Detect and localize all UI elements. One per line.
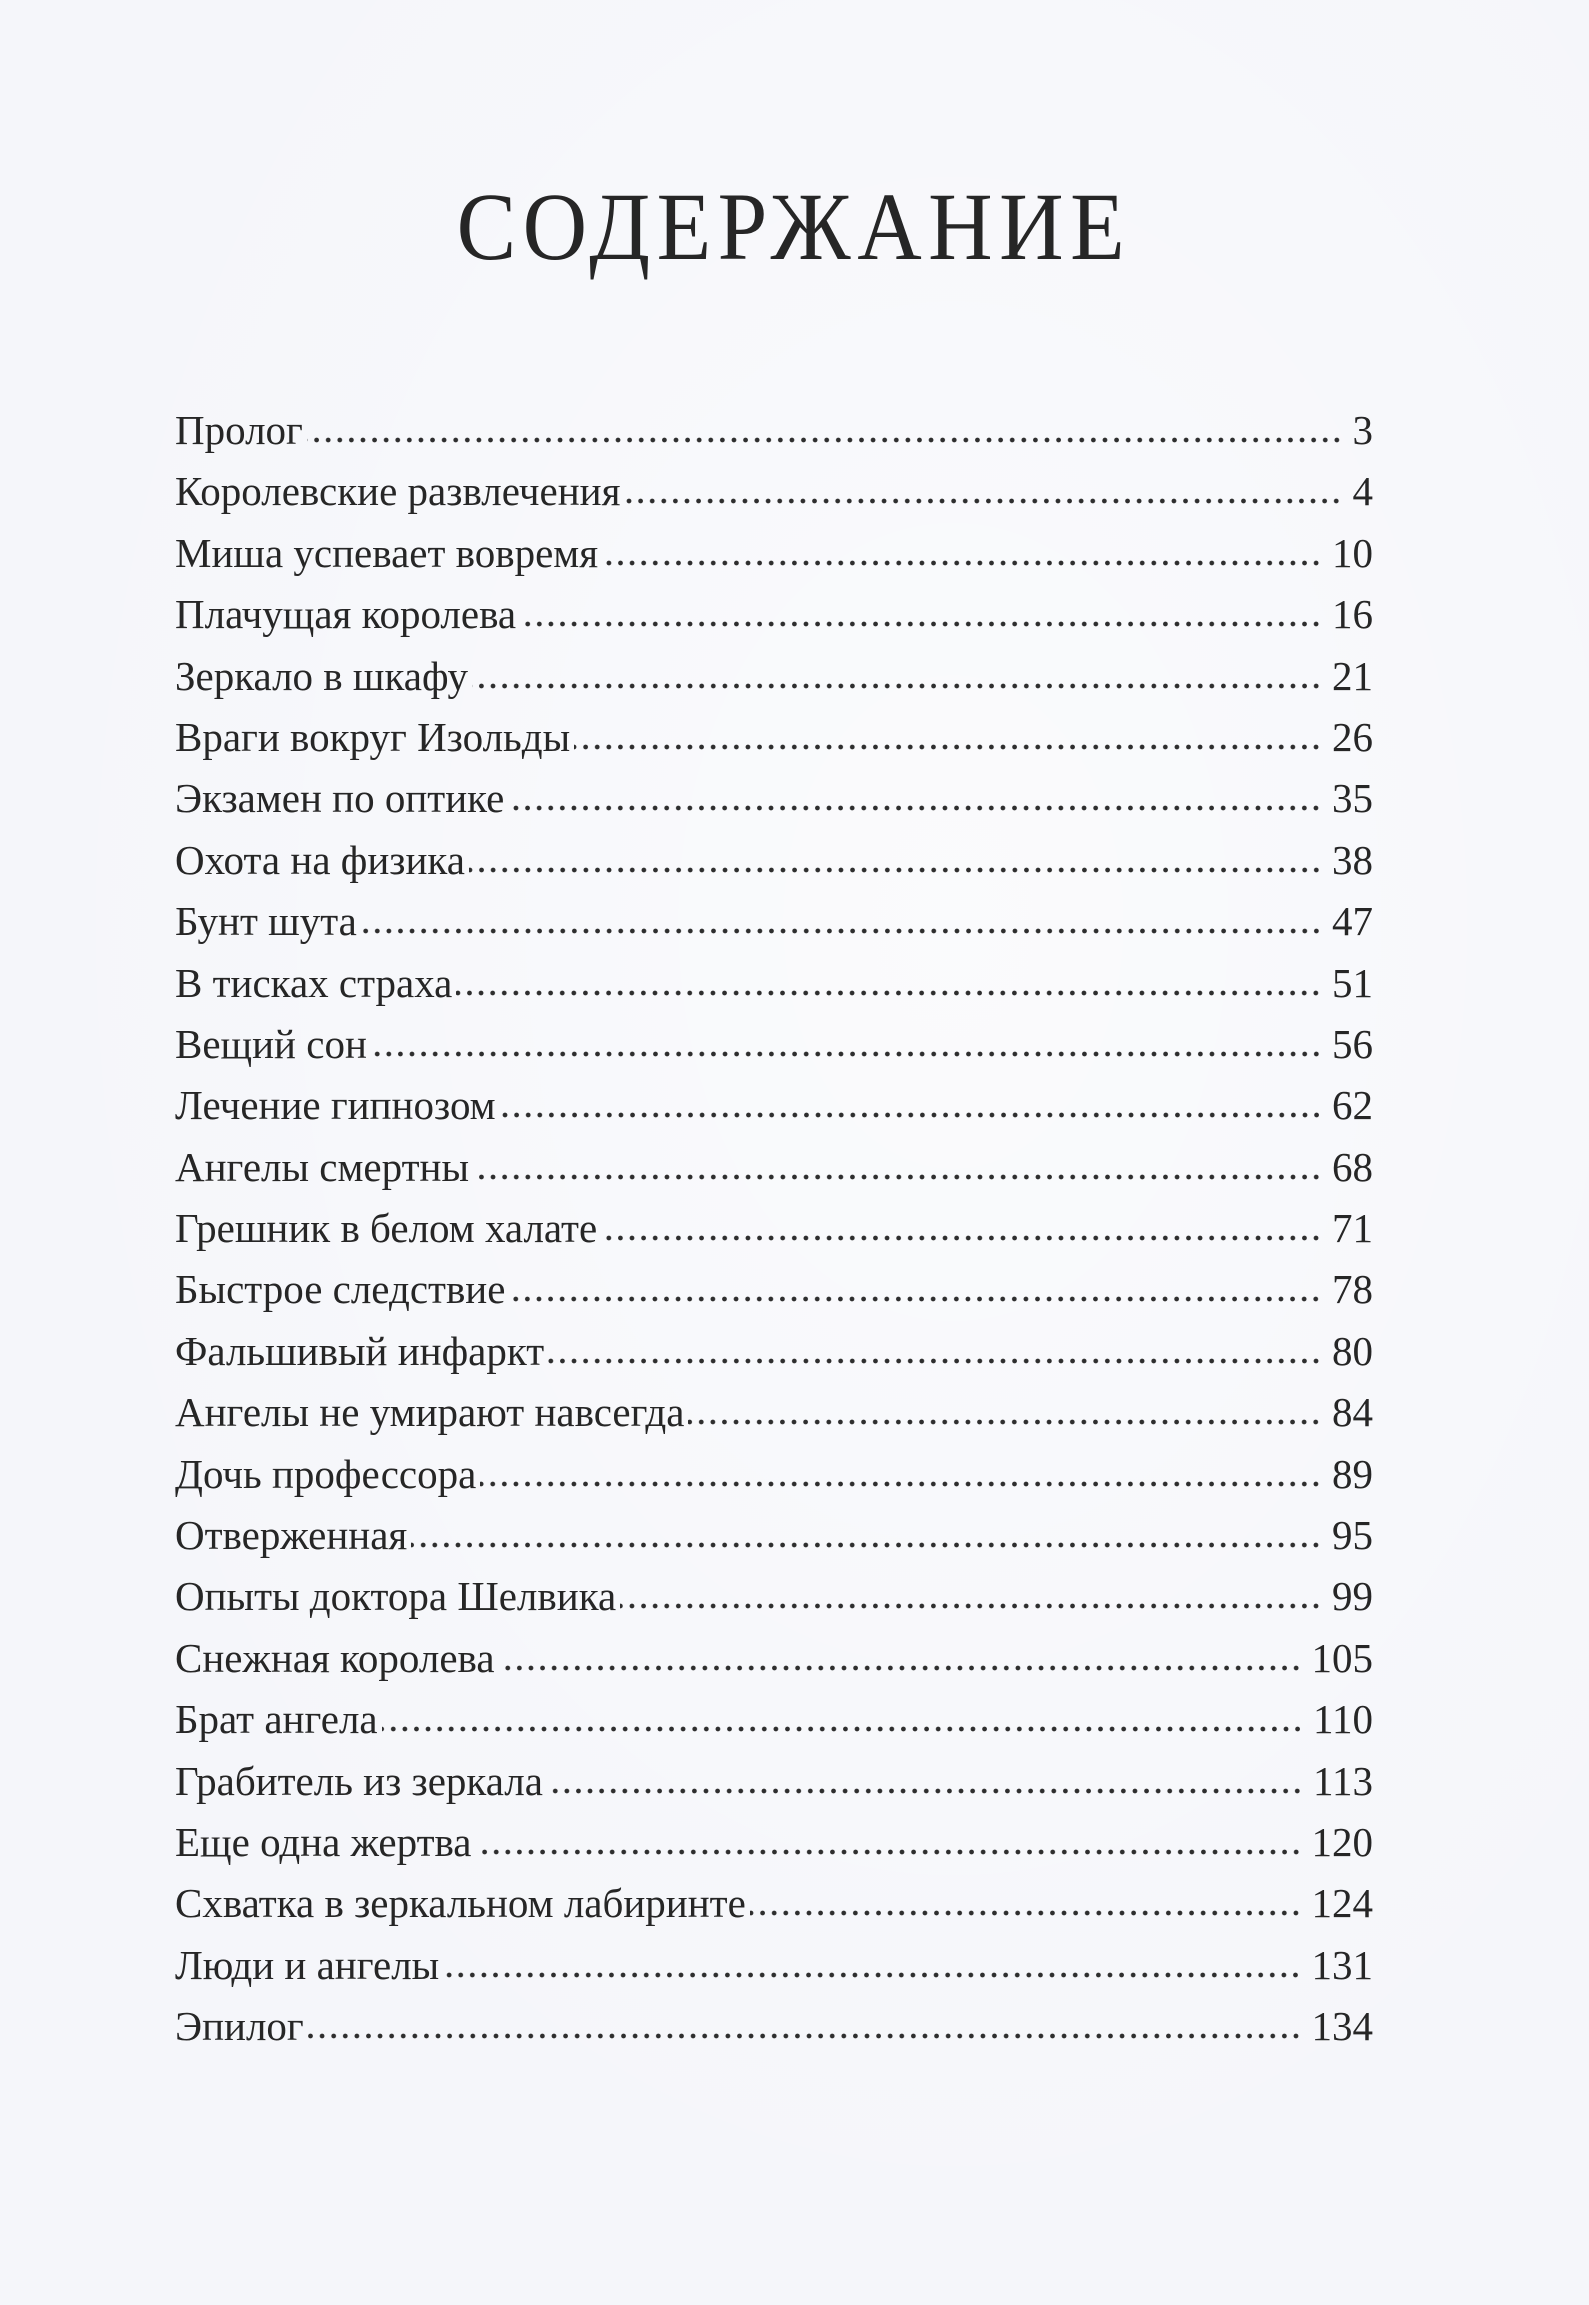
toc-entry <box>175 1137 1373 1198</box>
dot-leader <box>688 1419 1322 1425</box>
toc-entry-title: Отверженная <box>175 1512 408 1559</box>
toc-entry-title: Быстрое следствие <box>175 1266 506 1313</box>
dot-leader <box>620 1603 1322 1609</box>
dot-leader <box>411 1542 1322 1548</box>
toc-entry <box>175 1935 1373 1996</box>
dot-leader <box>499 1665 1302 1671</box>
toc-entry-page: 80 <box>1332 1327 1373 1374</box>
dot-leader <box>624 498 1342 504</box>
toc-entry-title: Зеркало в шкафу <box>175 652 469 699</box>
toc-entry-page: 51 <box>1332 959 1373 1006</box>
dot-leader <box>456 990 1322 996</box>
dot-leader <box>750 1910 1302 1916</box>
dot-leader <box>480 1481 1322 1487</box>
toc-entry <box>175 461 1373 522</box>
toc-entry <box>175 400 1373 461</box>
toc-entry <box>175 1259 1373 1320</box>
toc-entry <box>175 1751 1373 1812</box>
dot-leader <box>574 744 1322 750</box>
toc-entry-page: 124 <box>1311 1880 1373 1927</box>
toc-entry <box>175 1689 1373 1750</box>
toc-entry-title: Снежная королева <box>175 1634 495 1681</box>
toc-entry-title: Опыты доктора Шелвика <box>175 1573 617 1620</box>
toc-entry-title: Еще одна жертва <box>175 1818 472 1865</box>
toc-entry-title: Враги вокруг Изольды <box>175 713 571 760</box>
toc-entry-page: 47 <box>1332 898 1373 945</box>
dot-leader <box>443 1972 1301 1978</box>
toc-entry-title: Грабитель из зеркала <box>175 1757 543 1804</box>
toc-entry-title: Эпилог <box>175 2003 304 2050</box>
toc-entry-title: Королевские развлечения <box>175 468 621 515</box>
toc-entry-page: 68 <box>1332 1143 1373 1190</box>
toc-entry <box>175 523 1373 584</box>
toc-entry <box>175 1628 1373 1689</box>
toc-entry <box>175 1873 1373 1934</box>
toc-entry-page: 10 <box>1332 529 1373 576</box>
toc-entry-page: 89 <box>1332 1450 1373 1497</box>
toc-entry <box>175 707 1373 768</box>
dot-leader <box>601 1235 1322 1241</box>
toc-entry-title: Пролог <box>175 407 303 453</box>
toc-entry-page: 35 <box>1332 775 1373 822</box>
dot-leader <box>382 1726 1303 1732</box>
dot-leader <box>509 1296 1322 1302</box>
toc-entry <box>175 1075 1373 1136</box>
toc-entry-page: 99 <box>1332 1573 1373 1620</box>
toc-entry-title: Миша успевает вовремя <box>175 529 599 576</box>
toc-entry <box>175 891 1373 952</box>
toc-entry <box>175 1566 1373 1627</box>
toc-entry-title: Ангелы не умирают навсегда <box>175 1389 685 1436</box>
dot-leader <box>547 1788 1303 1794</box>
toc-entry <box>175 1014 1373 1075</box>
toc-entry <box>175 768 1373 829</box>
toc-entry <box>175 646 1373 707</box>
toc-entry-page: 95 <box>1332 1512 1373 1559</box>
toc-entry <box>175 1505 1373 1566</box>
toc-entry-title: Бунт шута <box>175 898 357 945</box>
toc-entry-page: 4 <box>1352 468 1373 515</box>
toc-entry-page: 26 <box>1332 713 1373 760</box>
dot-leader <box>520 621 1322 627</box>
toc-entry-title: Брат ангела <box>175 1696 378 1743</box>
toc-entry <box>175 830 1373 891</box>
toc-entry-title: Лечение гипнозом <box>175 1082 496 1129</box>
toc-entry <box>175 1812 1373 1873</box>
toc-entry-title: Люди и ангелы <box>175 1941 440 1988</box>
toc-entry-page: 56 <box>1332 1020 1373 1067</box>
toc-entry <box>175 1198 1373 1259</box>
table-of-contents <box>175 400 1373 2058</box>
toc-entry-title: Плачущая королева <box>175 591 517 638</box>
page-title: СОДЕРЖАНИЕ <box>456 173 1132 280</box>
dot-leader <box>508 805 1322 811</box>
dot-leader <box>307 437 1343 443</box>
toc-entry <box>175 584 1373 645</box>
dot-leader <box>473 1174 1322 1180</box>
toc-entry-page: 62 <box>1332 1082 1373 1129</box>
toc-entry-page: 134 <box>1311 2003 1373 2050</box>
dot-leader <box>500 1112 1322 1118</box>
dot-leader <box>476 1849 1302 1855</box>
dot-leader <box>469 867 1322 873</box>
toc-entry-title: Вещий сон <box>175 1020 367 1067</box>
toc-entry-title: Охота на физика <box>175 836 465 883</box>
toc-entry-title: Фальшивый инфаркт <box>175 1327 545 1374</box>
toc-entry-title: Дочь профессора <box>175 1450 477 1497</box>
toc-entry-page: 78 <box>1332 1266 1373 1313</box>
toc-entry <box>175 953 1373 1014</box>
toc-entry-page: 105 <box>1311 1634 1373 1681</box>
toc-entry-title: Экзамен по оптике <box>175 775 505 822</box>
toc-entry-page: 110 <box>1313 1696 1373 1743</box>
toc-entry-title: Грешник в белом халате <box>175 1205 598 1252</box>
toc-entry <box>175 1444 1373 1505</box>
toc-entry-page: 113 <box>1313 1757 1373 1804</box>
toc-entry-title: В тисках страха <box>175 959 453 1006</box>
dot-leader <box>308 2033 1302 2039</box>
dot-leader <box>472 683 1322 689</box>
dot-leader <box>548 1358 1322 1364</box>
toc-entry-page: 16 <box>1332 591 1373 638</box>
toc-entry-title: Ангелы смертны <box>175 1143 469 1190</box>
toc-entry-page: 38 <box>1332 836 1373 883</box>
toc-entry-page: 131 <box>1311 1941 1373 1988</box>
toc-entry-title: Схватка в зеркальном лабиринте <box>175 1880 746 1927</box>
dot-leader <box>361 928 1322 934</box>
toc-entry-page: 3 <box>1352 407 1373 453</box>
toc-entry-page: 84 <box>1332 1389 1373 1436</box>
toc-entry <box>175 1382 1373 1443</box>
toc-entry-page: 71 <box>1332 1205 1373 1252</box>
toc-entry <box>175 1321 1373 1382</box>
dot-leader <box>371 1051 1322 1057</box>
toc-entry <box>175 1996 1373 2057</box>
toc-entry-page: 120 <box>1311 1818 1373 1865</box>
toc-entry-page: 21 <box>1332 652 1373 699</box>
dot-leader <box>602 560 1322 566</box>
